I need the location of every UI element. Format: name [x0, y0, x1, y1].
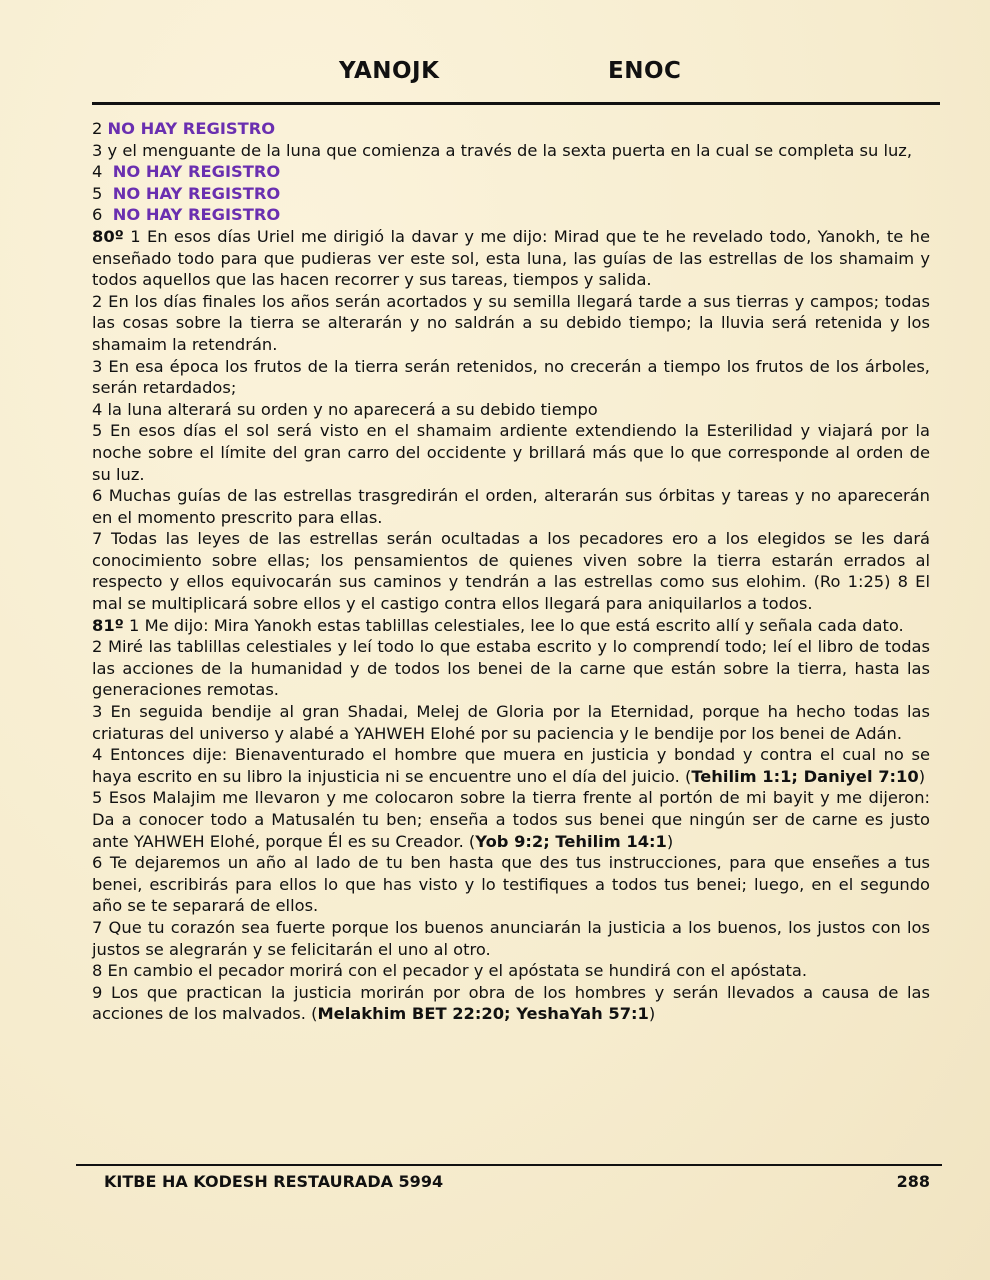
page-number: 288 — [896, 1172, 930, 1191]
verse-line: 4 NO HAY REGISTRO — [92, 162, 281, 182]
no-record-label: NO HAY REGISTRO — [112, 162, 281, 182]
no-record-label: NO HAY REGISTRO — [112, 205, 281, 225]
body-text — [92, 118, 930, 1025]
chapter-81-verse-1: 81º 1 Me dijo: Mira Yanokh estas tablillas celestiales, lee lo que está escrito allí y señala cada dato. — [92, 615, 904, 635]
verse-line: 5 NO HAY REGISTRO — [92, 183, 281, 203]
page-footer — [76, 1164, 942, 1191]
verse: 2 Miré las tablillas celestiales y leí todo lo que estaba escrito y lo comprendí todo; leí el libro de todas las acciones de la humanidad y de todos los benei de la carne que están sobre la tierra, hasta las generaciones remotas. — [92, 637, 930, 700]
verse-line: 2 NO HAY REGISTRO — [92, 119, 276, 138]
verse: 3 En seguida bendije al gran Shadai, Melej de Gloria por la Eternidad, porque ha hecho todas las criaturas del universo y alabé a YAHWEH Elohé por su paciencia y le bendije por los benei de Adán. — [92, 702, 930, 743]
verse-line: 3 y el menguante de la luna que comienza a través de la sexta puerta en la cual se completa su luz, — [92, 140, 913, 160]
page-header — [92, 58, 940, 105]
verse: 7 Todas las leyes de las estrellas serán ocultadas a los pecadores ero a los elegidos se les dará conocimiento sobre ellas; los pensamientos de quienes viven sobre la tierra estarán errados al respecto y ellos equivocarán sus caminos y tendrán a las estrellas como sus elohim. (Ro 1:25) 8 El mal se multiplicará sobre ellos y el castigo contra ellos llegará para aniquilarlos a todos. — [92, 529, 930, 614]
verse: 8 En cambio el pecador morirá con el pecador y el apóstata se hundirá con el apóstata. — [92, 961, 807, 981]
no-record-label: NO HAY REGISTRO — [112, 183, 281, 203]
chapter-80-verse-1: 80º 1 En esos días Uriel me dirigió la davar y me dijo: Mirad que te he revelado todo, Yanokh, te he enseñado todo para que pudieras ver este sol, esta luna, las guías de las estrellas de los shamaim y todos aquellos que las hacen recorrer y sus tareas, tiempos y salida. — [92, 226, 930, 290]
book-title: KITBE HA KODESH RESTAURADA 5994 — [104, 1172, 444, 1191]
verse-line: 6 NO HAY REGISTRO — [92, 205, 281, 225]
verse: 2 En los días finales los años serán acortados y su semilla llegará tarde a sus tierras y campos; todas las cosas sobre la tierra se alterarán y no saldrán a su debido tiempo; la lluvia será retenida y los shamaim la retendrán. — [92, 291, 930, 354]
verse: 5 Esos Malajim me llevaron y me colocaron sobre la tierra frente al portón de mi bayit y me dijeron: Da a conocer todo a Matusalén tu ben; enseña a todos sus benei que ningún ser de carne es justo ante YAHWEH Elohé, porque Él es su Creador. (Yob 9:2; Tehilim 14:1) — [92, 788, 930, 851]
header-title-hebrew: YANOJK — [339, 58, 440, 84]
verse: 5 En esos días el sol será visto en el shamaim ardiente extendiendo la Esterilidad y viajará por la noche sobre el límite del gran carro del occidente y brillará más que lo que corresponde al orden de su luz. — [92, 421, 930, 484]
chapter-label: 81º — [92, 615, 124, 635]
verse: 6 Te dejaremos un año al lado de tu ben hasta que des tus instrucciones, para que enseñes a tus benei, escribirás para ellos lo que has visto y lo testifiques a todos tus benei; luego, en el segundo año se te separará de ellos. — [92, 853, 930, 916]
scripture-reference: Yob 9:2; Tehilim 14:1 — [475, 831, 667, 851]
no-record-label: NO HAY REGISTRO — [107, 119, 276, 138]
scripture-reference: Melakhim BET 22:20; YeshaYah 57:1 — [317, 1004, 649, 1024]
scripture-reference: Tehilim 1:1; Daniyel 7:10 — [691, 766, 919, 786]
verse: 7 Que tu corazón sea fuerte porque los buenos anunciarán la justicia a los buenos, los justos con los justos se alegrarán y se felicitarán el uno al otro. — [92, 917, 930, 959]
verse: 4 Entonces dije: Bienaventurado el hombre que muera en justicia y bondad y contra el cual no se haya escrito en su libro la injusticia ni se encuentre uno el día del juicio. (Tehilim 1:1; Daniyel 7:10) — [92, 745, 930, 786]
chapter-label: 80º — [92, 226, 124, 246]
verse: 3 En esa época los frutos de la tierra serán retenidos, no crecerán a tiempo los frutos de los árboles, serán retardados; — [92, 356, 930, 398]
verse: 6 Muchas guías de las estrellas trasgredirán el orden, alterarán sus órbitas y tareas y no aparecerán en el momento prescrito para ellas. — [92, 486, 930, 527]
header-title-spanish: ENOC — [608, 58, 682, 84]
verse: 4 la luna alterará su orden y no aparecerá a su debido tiempo — [92, 399, 598, 419]
verse: 9 Los que practican la justicia morirán por obra de los hombres y serán llevados a causa de las acciones de los malvados. (Melakhim BET 22:20; YeshaYah 57:1) — [92, 982, 930, 1024]
